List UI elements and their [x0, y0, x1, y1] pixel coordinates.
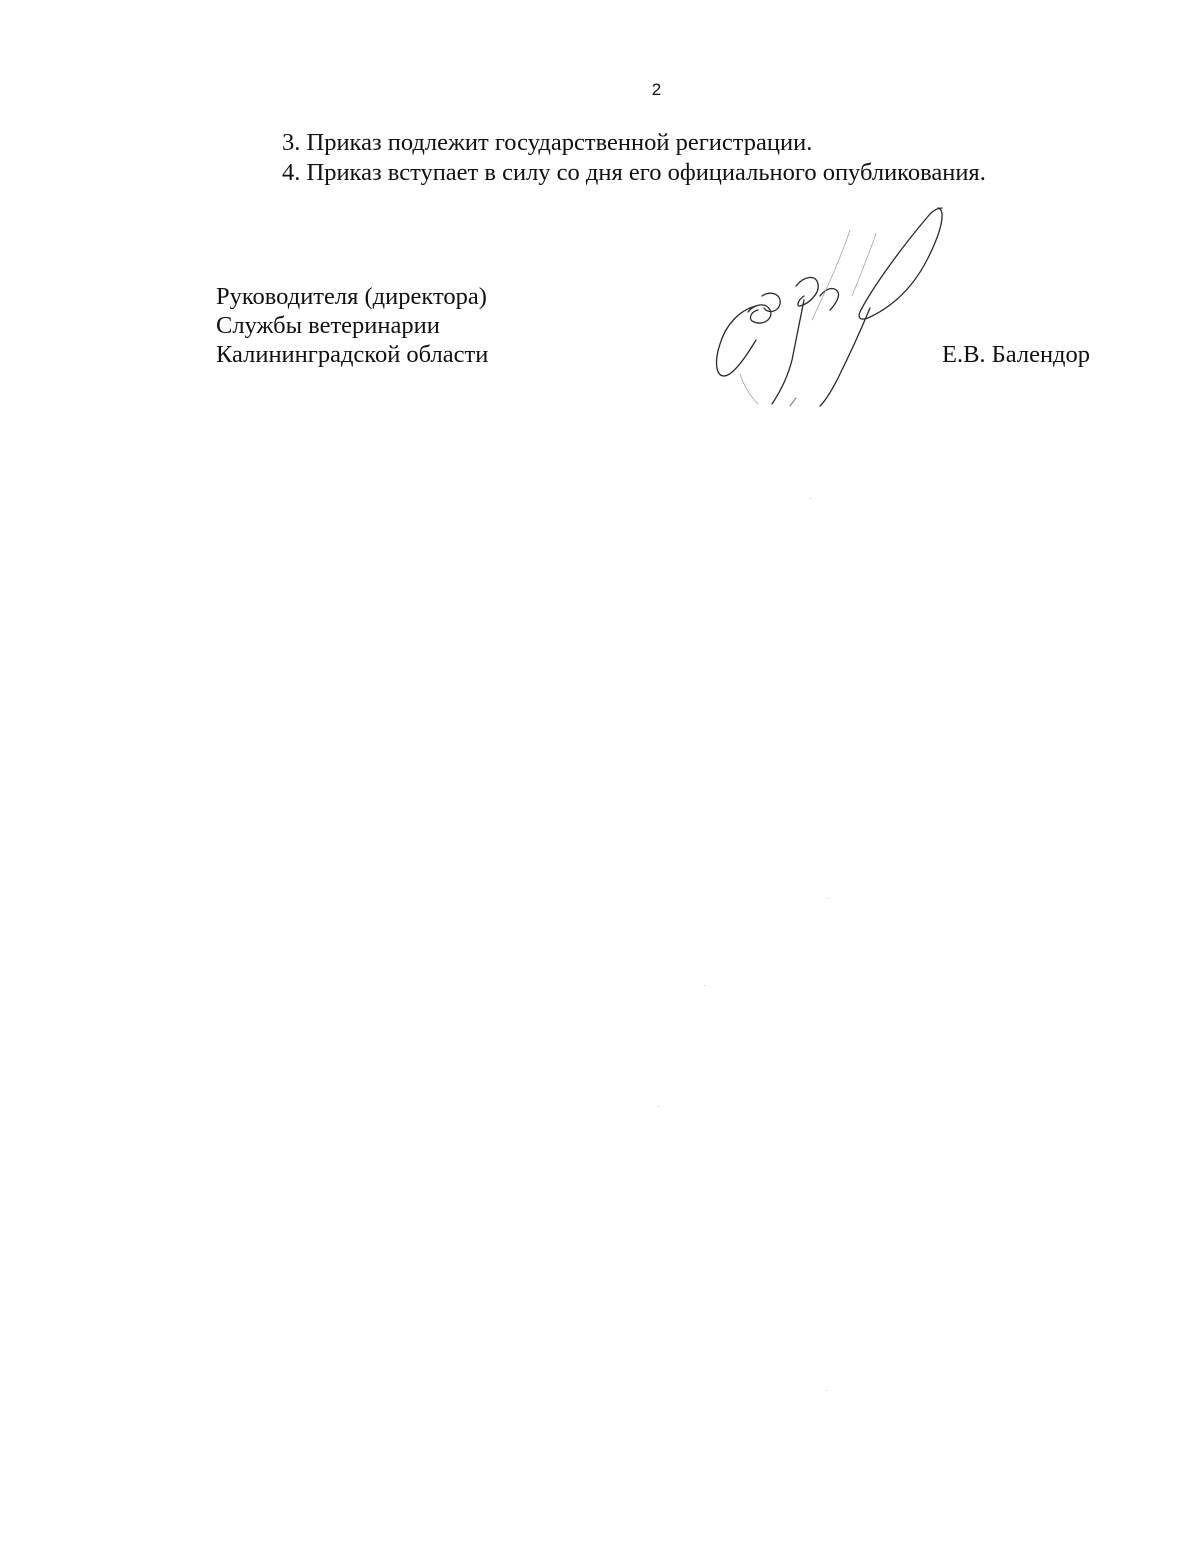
scan-speck [826, 1390, 827, 1391]
signer-title-line-2: Службы ветеринарии [216, 312, 440, 339]
signer-title-line-1: Руководителя (директора) [216, 283, 487, 310]
signer-title-line-3: Калининградской области [216, 341, 489, 368]
order-clauses [282, 128, 986, 188]
handwritten-signature [700, 200, 960, 410]
signer-title [216, 282, 488, 369]
scan-speck [810, 498, 811, 499]
clause-4: 4. Приказ вступает в силу со дня его официального опубликования. [282, 159, 986, 186]
scan-speck [658, 1106, 659, 1107]
scan-speck [704, 985, 705, 986]
scan-speck [827, 898, 828, 899]
clause-3: 3. Приказ подлежит государственной регистрации. [282, 129, 813, 156]
signer-name: Е.В. Балендор [942, 341, 1091, 368]
page-number: 2 [651, 80, 662, 99]
